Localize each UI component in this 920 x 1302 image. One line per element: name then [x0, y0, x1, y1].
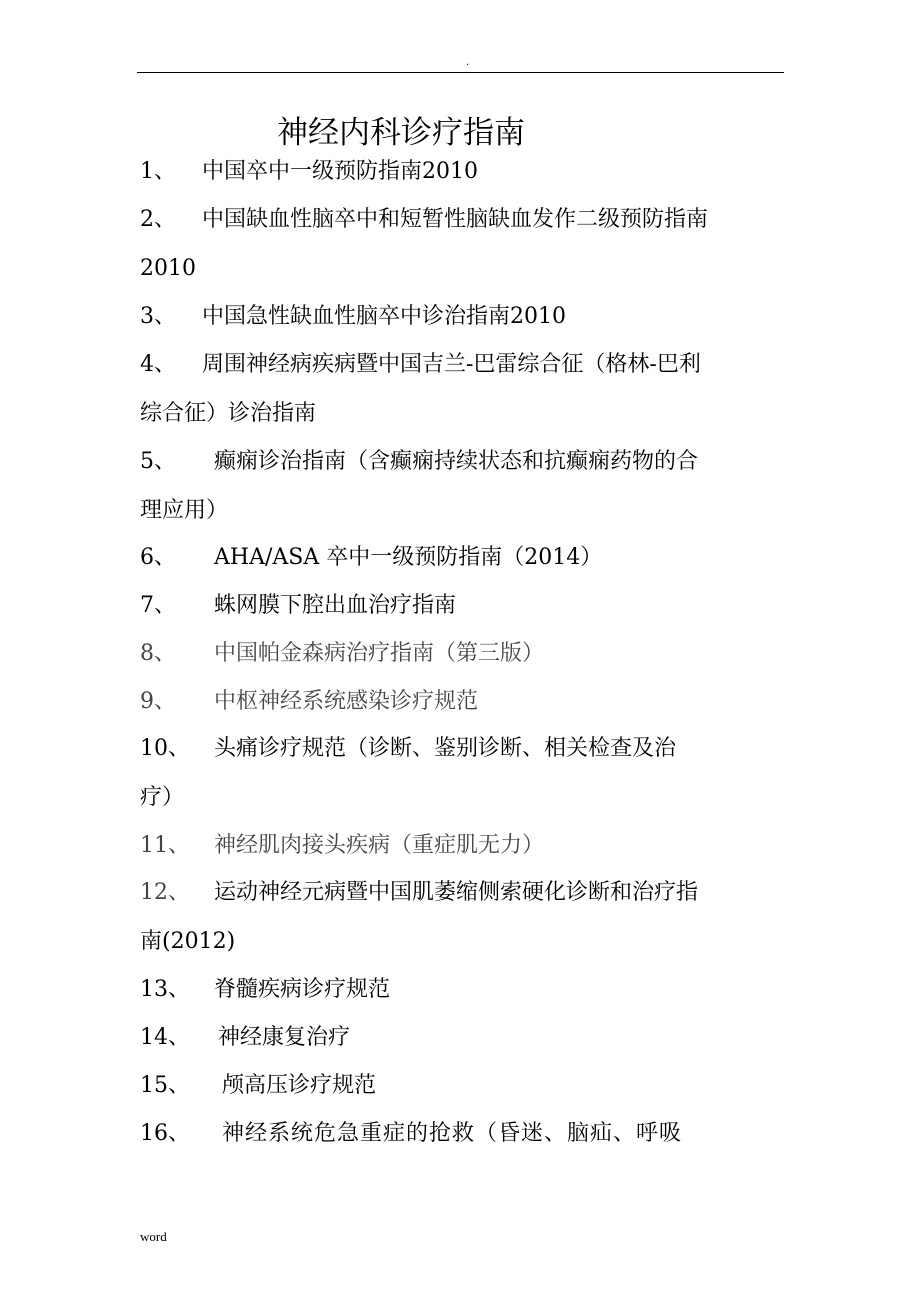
- list-item-text: 运动神经元病暨中国肌萎缩侧索硬化诊断和治疗指: [214, 880, 699, 905]
- list-item-number: 4、: [140, 352, 176, 377]
- list-item-number: 9、: [140, 689, 176, 714]
- list-item-text: AHA/ASA 卒中一级预防指南（2014）: [214, 545, 603, 570]
- list-item-text: 周围神经病疾病暨中国吉兰-巴雷综合征（格林-巴利: [202, 352, 701, 377]
- list-item-text: 神经系统危急重症的抢救（昏迷、脑疝、呼吸: [222, 1121, 683, 1146]
- list-item-number: 1、: [140, 159, 176, 184]
- list-item-number: 11、: [140, 833, 190, 858]
- list-item-number: 13、: [140, 977, 190, 1002]
- list-item-number: 10、: [140, 736, 190, 761]
- list-item-text: 中国卒中一级预防指南2010: [202, 159, 478, 184]
- list-item-continuation: 综合征）诊治指南: [140, 400, 317, 426]
- list-item-number: 12、: [140, 880, 190, 905]
- list-item-number: 6、: [140, 545, 176, 570]
- list-item-continuation: 理应用）: [140, 497, 229, 523]
- list-item-continuation: 疗）: [140, 784, 185, 810]
- list-item-text: 中国急性缺血性脑卒中诊治指南2010: [202, 304, 566, 329]
- list-item-number: 2、: [140, 207, 176, 232]
- list-item-text: 蛛网膜下腔出血治疗指南: [214, 593, 457, 618]
- list-item-number: 8、: [140, 641, 176, 666]
- list-item-text: 中国帕金森病治疗指南（第三版）: [214, 641, 545, 666]
- list-item-text: 颅高压诊疗规范: [222, 1073, 377, 1098]
- header-rule: [137, 72, 784, 73]
- list-item-number: 15、: [140, 1073, 190, 1098]
- list-item-number: 7、: [140, 593, 176, 618]
- list-item-text: 神经肌肉接头疾病（重症肌无力）: [214, 833, 545, 858]
- list-item-text: 神经康复治疗: [218, 1025, 351, 1050]
- list-item-continuation: 南(2012): [140, 928, 236, 954]
- list-item-text: 癫痫诊治指南（含癫痫持续状态和抗癫痫药物的合: [214, 449, 699, 474]
- list-item-continuation: 2010: [140, 255, 196, 281]
- list-item-text: 中枢神经系统感染诊疗规范: [214, 689, 479, 714]
- footer-label: word: [140, 1229, 167, 1244]
- list-item-number: 14、: [140, 1025, 190, 1050]
- list-item-text: 脊髓疾病诊疗规范: [214, 977, 391, 1002]
- header-mark: .: [466, 57, 470, 68]
- list-item-number: 16、: [140, 1121, 190, 1146]
- list-item-number: 5、: [140, 449, 176, 474]
- list-item-number: 3、: [140, 304, 176, 329]
- document-title: 神经内科诊疗指南: [277, 115, 525, 151]
- list-item-text: 头痛诊疗规范（诊断、鉴别诊断、相关检查及治: [214, 736, 677, 761]
- list-item-text: 中国缺血性脑卒中和短暂性脑缺血发作二级预防指南: [202, 207, 709, 232]
